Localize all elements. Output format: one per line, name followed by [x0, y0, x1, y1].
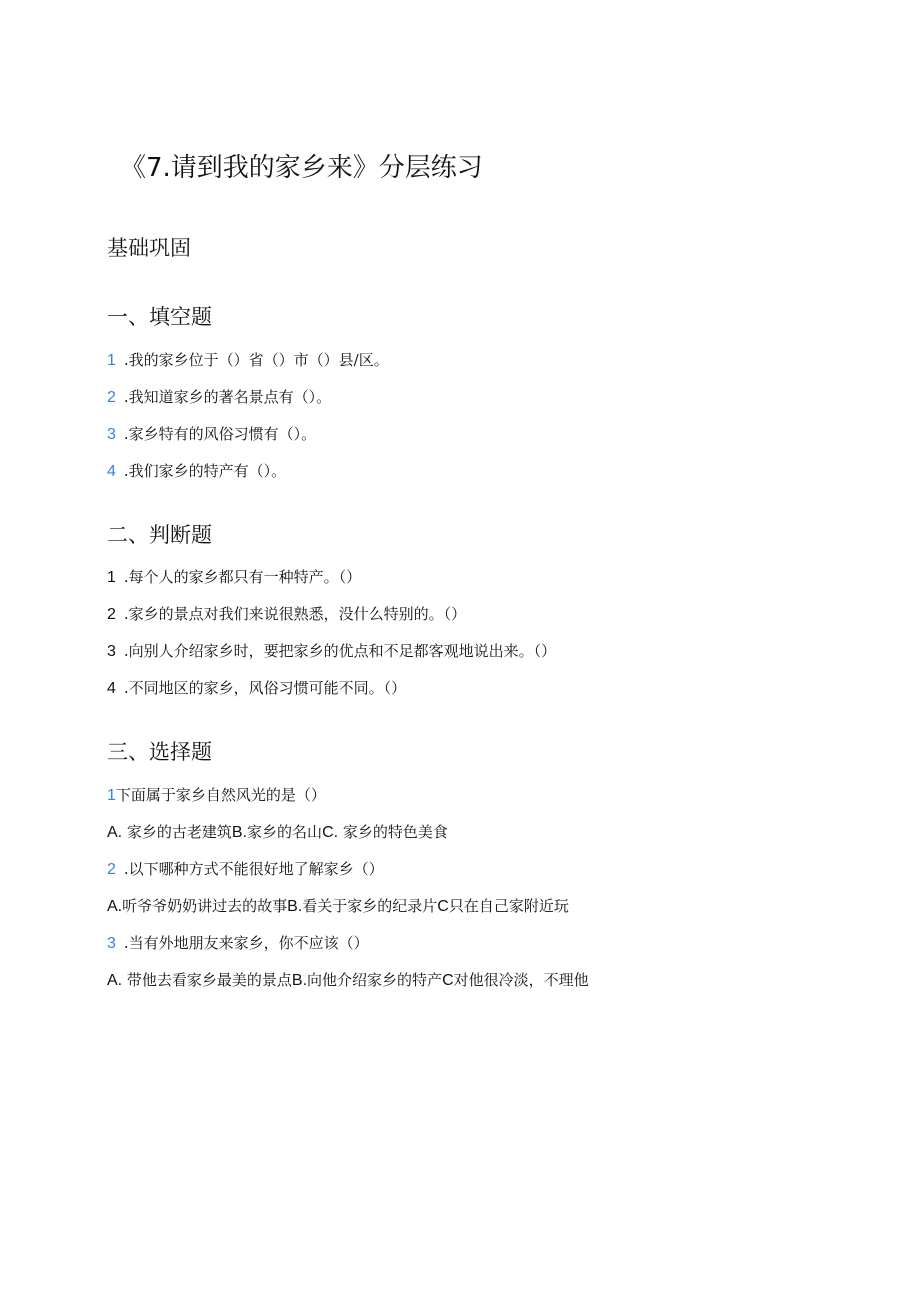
subtitle: 基础巩固: [107, 236, 191, 260]
page-title: 《7.请到我的家乡来》分层练习: [120, 153, 483, 183]
option-b-label: B.: [287, 898, 303, 915]
true-false-item-2: [107, 603, 466, 626]
option-c-label: C.: [322, 824, 339, 841]
item-number: 1: [107, 352, 116, 369]
option-a-label: A.: [107, 898, 123, 915]
fill-blank-item-4: [107, 460, 286, 483]
item-number: 3: [107, 426, 116, 443]
section-heading-fill-blank: 一、填空题: [107, 305, 212, 329]
item-text: .家乡的景点对我们来说很熟悉，没什么特别的。（）: [123, 605, 467, 623]
choice-options-2: [107, 895, 569, 918]
question-text: 下面属于家乡自然风光的是（）: [115, 786, 326, 804]
item-text: .家乡特有的风俗习惯有（）。: [123, 425, 317, 443]
item-text: .我知道家乡的著名景点有（）。: [123, 388, 332, 406]
item-text: .我的家乡位于（）省（）市（）县/区。: [123, 351, 389, 369]
question-text: .以下哪种方式不能很好地了解家乡（）: [123, 860, 384, 878]
option-c-text: 家乡的特色美食: [342, 823, 448, 841]
item-number: 4: [107, 463, 116, 480]
true-false-item-4: [107, 677, 406, 700]
fill-blank-item-1: [107, 349, 389, 372]
item-number: 2: [107, 606, 116, 623]
choice-question-3: [107, 932, 369, 955]
item-number: 3: [107, 935, 116, 952]
option-a-text: 带他去看家乡最美的景点: [126, 971, 292, 989]
item-text: .我们家乡的特产有（）。: [123, 462, 287, 480]
option-a-label: A.: [107, 972, 123, 989]
item-text: .每个人的家乡都只有一种特产。（）: [123, 568, 362, 586]
option-b-text: 向他介绍家乡的特产: [307, 971, 443, 989]
item-number: 2: [107, 861, 116, 878]
option-b-text: 看关于家乡的纪录片: [302, 897, 438, 915]
choice-options-1: [107, 821, 448, 844]
option-b-text: 家乡的名山: [247, 823, 323, 841]
question-text: .当有外地朋友来家乡，你不应该（）: [123, 934, 369, 952]
item-number: 2: [107, 389, 116, 406]
option-b-label: B.: [291, 972, 308, 989]
true-false-item-1: [107, 566, 361, 589]
fill-blank-item-2: [107, 386, 331, 409]
option-a-text: 家乡的古老建筑: [126, 823, 232, 841]
option-b-label: B.: [231, 824, 248, 841]
option-a-text: 听爷爷奶奶讲过去的故事: [122, 897, 288, 915]
item-text: .向别人介绍家乡时，要把家乡的优点和不足都客观地说出来。（）: [123, 642, 557, 660]
true-false-item-3: [107, 640, 556, 663]
item-number: 1: [107, 569, 116, 586]
option-a-label: A.: [107, 824, 123, 841]
option-c-label: C: [442, 972, 454, 989]
item-number: 1: [107, 787, 116, 804]
fill-blank-item-3: [107, 423, 316, 446]
item-number: 3: [107, 643, 116, 660]
choice-options-3: [107, 969, 589, 992]
section-heading-multiple-choice: 三、选择题: [107, 740, 212, 764]
choice-question-2: [107, 858, 384, 881]
option-c-text: 对他很冷淡，不理他: [453, 971, 589, 989]
item-text: .不同地区的家乡，风俗习惯可能不同。（）: [123, 679, 407, 697]
option-c-label: C: [437, 898, 449, 915]
item-number: 4: [107, 680, 116, 697]
option-c-text: 只在自己家附近玩: [448, 897, 569, 915]
choice-question-1: [107, 784, 326, 807]
section-heading-true-false: 二、判断题: [107, 523, 212, 547]
